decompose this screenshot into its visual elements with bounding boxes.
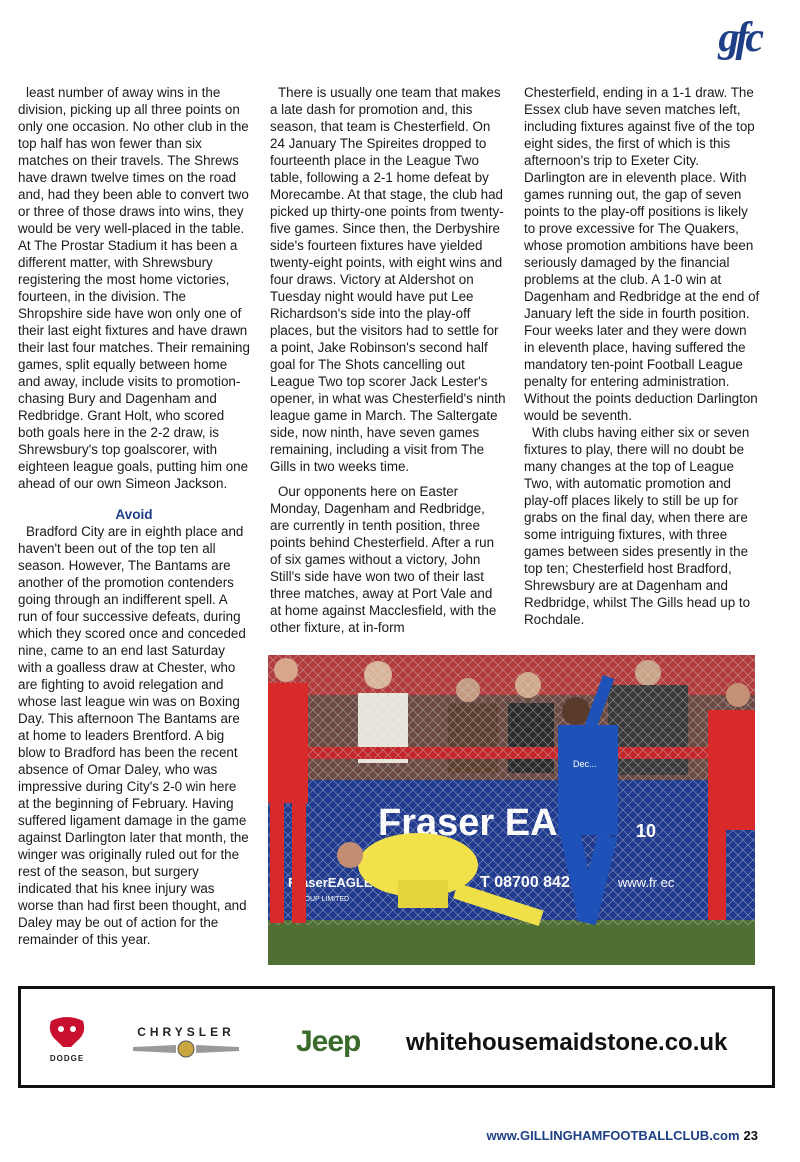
match-photo [268, 655, 755, 965]
chrysler-wings-icon [131, 1039, 241, 1059]
page-number: 23 [743, 1128, 758, 1143]
chrysler-label: CHRYSLER [137, 1025, 235, 1039]
match-photo-illustration [268, 655, 755, 965]
page-footer [487, 1128, 758, 1143]
chrysler-logo [121, 1025, 251, 1064]
paragraph-chesterfield: There is usually one team that makes a late dash for promotion and, this season, that team is Chesterfield. On 24 January The Spireites dropped to fourteenth place in the League Two table, following a 2-1 home defeat by Morecambe. At that stage, the club had picked up thirty-one points from twenty-five games. Since then, the Derbyshire side's fourteen fixtures have yielded twenty-eight points, with eight wins and four draws. Victory at Aldershot on Tuesday night would have put Lee Richardson's side into the play-off places, but the visitors had to settle for a point, Jake Robinson's second half goal for The Shots cancelling out League Two top scorer Jack Lester's opener, in what was Chesterfield's ninth league game in March. The Saltergate side, now ninth, have seven games remaining, including a visit from The Gills in two weeks time. [270, 85, 506, 474]
article-column-2 [270, 84, 506, 636]
section-heading-avoid: Avoid [115, 507, 153, 522]
paragraph-shrewsbury: least number of away wins in the division, picking up all three points on only one occasion. No other club in the top half has won fewer than six matches on their travels. The Shrews have drawn twelve times on the road and, had they been able to convert two or three of those draws into wins, they would be very well-placed in the table. At The Prostar Stadium it has been a different matter, with Shrewsbury registering the most home victories, fourteen, in the division. The Shropshire side have won only one of their last eight fixtures and have drawn their last four matches. Their remaining games, split equally between home and away, include visits to promotion-chasing Bury and Dagenham and Redbridge. Grant Holt, who scored both goals here in the 2-2 draw, is Shrewsbury's top goalscorer, with eighteen league goals, putting him one ahead of our own Simeon Jackson. [18, 85, 250, 491]
paragraph-bradford: Bradford City are in eighth place and haven't been out of the top ten all season. However, The Bantams are another of the promotion contenders going through an indifferent spell. A run of four successive defeats, during which they scored once and conceded nine, came to an end last Saturday with a goalless draw at Chester, who are fighting to avoid relegation and whose last league win was on Boxing Day. This afternoon The Bantams are at home to leaders Brentford. A big blow to Bradford has been the recent absence of Omar Daley, who was impressive during City's 2-0 win here at the beginning of February. Having suffered ligament damage in the game against Darlington later that month, the winger was originally ruled out for the rest of the season, but surgery indicated that his knee injury was worse than had first been thought, and Daley may be out of action for the remainder of this year. [18, 524, 249, 947]
shirt-sponsor: Dec... [573, 759, 597, 769]
dodge-logo [47, 1015, 87, 1063]
dealer-url[interactable]: whitehousemaidstone.co.uk [406, 1029, 728, 1056]
article-column-3 [524, 84, 760, 628]
gfc-logo: gfc [718, 15, 760, 61]
paragraph-darlington: Chesterfield, ending in a 1-1 draw. The Essex club have seven matches left, including fixtures against five of the top eight sides, the first of which is this afternoon's trip to Exeter City. Darlington are in eleventh place. With games running out, the gap of seven points to the play-off positions is likely to prove excessive for The Quakers, whose promotion ambitions have been seriously damaged by the financial problems at the club. A 1-0 win at Dagenham and Redbridge at the end of January left the side in fourth position. Four weeks later and they were down in eleventh place, having suffered the mandatory ten-point Football League penalty for entering administration. Without the points deduction Darlington would be seventh. [524, 85, 760, 423]
paragraph-dagenham: Our opponents here on Easter Monday, Dagenham and Redbridge, are currently in tenth position, three points behind Chesterfield. After a run of six games without a victory, John Still's side have won two of their last three matches, away at Port Vale and at home against Macclesfield, with the other fixture, at in-form [270, 484, 497, 635]
jeep-logo: Jeep [296, 1025, 361, 1058]
dodge-label: DODGE [49, 1054, 85, 1063]
dealer-advert [18, 986, 775, 1088]
club-website[interactable]: www.GILLINGHAMFOOTBALLCLUB.com [486, 1128, 740, 1143]
paragraph-final-day: With clubs having either six or seven fixtures to play, there will no doubt be many changes at the top of League Two, with automatic promotion and play-off places likely to still be up for grabs on the final day, when there are some intriguing fixtures, with three games between sides presently in the top ten; Chesterfield host Bradford, Shrewsbury are at Dagenham and Redbridge, whilst The Gills head up to Rochdale. [524, 425, 751, 627]
shirt-number: 10 [636, 821, 657, 841]
article-column-1 [18, 84, 250, 948]
ram-head-icon [47, 1015, 87, 1049]
